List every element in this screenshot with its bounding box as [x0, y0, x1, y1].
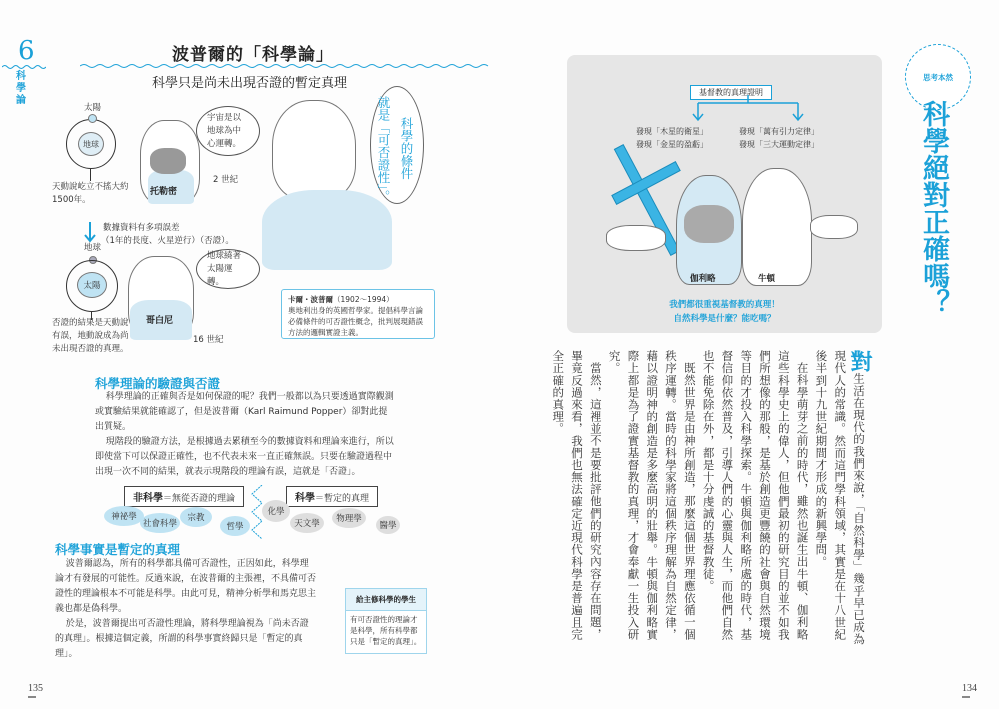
- wave-divider-icon: [80, 63, 490, 69]
- ptolemy-speech-bubble: [196, 106, 260, 156]
- section-heading: 科學事實是暫定的真理: [55, 542, 181, 557]
- popper-speech-line2: 就是「可否證性」。: [376, 96, 391, 203]
- paragraph: [812, 350, 872, 650]
- data-error-note-line2: （1年的長度、火星逆行）（否證）。: [101, 236, 234, 246]
- page-subtitle: 科學只是尚未出現否證的暫定真理: [152, 76, 348, 91]
- paragraph: 現階段的驗證方法，是根據過去累積至今的數據資料和理論來進行，所以即使當下可以保證正確性，也不代表未來一直正確無誤。只要在驗證過程中出現一次不同的結果，就表示現階段的理論有誤，這就是「否證」。: [95, 437, 394, 477]
- page-number-bar: [28, 696, 36, 698]
- ptolemy-era: 2 世紀: [213, 175, 239, 185]
- category-chip: 化學: [262, 500, 290, 522]
- copernicus-era: 16 世紀: [193, 335, 224, 345]
- page-title: 科學絕對正確嗎？: [918, 100, 949, 316]
- sun-label: 太陽: [84, 103, 102, 113]
- category-chip: 神祕學: [104, 506, 144, 526]
- vertical-body-text: [551, 350, 872, 650]
- sun-icon: 太陽: [77, 272, 107, 298]
- note-text: 有可否證性的理論才是科學，所有科學都只是「暫定的真理」。: [350, 615, 422, 646]
- wave-divider-icon: [2, 64, 46, 70]
- copernicus-speech-bubble: [196, 249, 260, 289]
- paragraph: 於是，波普爾提出可否證性理論，將科學理論視為「尚未否證的真理」。根據這個定義，所謂的科學事實終歸只是「暫定的真理」。: [55, 619, 309, 659]
- page-number: 135: [28, 683, 43, 694]
- paragraph-text: 生活在現代的我們來說，「自然科學」幾乎早已成為現代人的常識。然而這門學科領域，其實是在十八世紀後半到十九世紀期間才形成的新興學問。: [814, 350, 866, 646]
- bio-years: （1902～1994）: [333, 295, 394, 304]
- branch-arrows-icon: [680, 95, 840, 125]
- panel-caption: [567, 298, 882, 326]
- tree-root-box: 基督教的真理證明: [690, 85, 772, 100]
- discovery-item: 發現「木星的衛星」: [636, 127, 708, 136]
- science-box: [286, 486, 378, 507]
- section-badge: 思考本然: [905, 44, 971, 110]
- geocentric-caption: 天動說屹立不搖大約1500年。: [52, 182, 129, 205]
- bio-text: 奧地利出身的英國哲學家。提倡科學言論必備條件的可否證性概念，批判展現錯誤方法的邏輯實證主義。: [288, 306, 423, 337]
- galileo-hand: [606, 225, 666, 251]
- popper-speech-line1: 科學的條件: [399, 117, 414, 180]
- paragraph: 科學理論的正確與否是如何保證的呢？我們一般都以為只要透過實際觀測或實驗結果就能確認了，但是波普爾（Karl Raimund Popper）卻對此提出質疑。: [95, 392, 394, 432]
- chapter-label: 科學論: [16, 71, 26, 106]
- paragraph: 既然世界是由神所創造，那麼這個世界理應依循一個秩序運轉。當時的科學家將這個秩序理解為自然定律，藉以證明神的創造是多麼高明的壯舉。牛頓與伽利略實際上都是為了證實基督教的真理，才會奉獻一生投入研究。: [607, 350, 697, 641]
- popper-sweater: [262, 190, 392, 270]
- section1-body: [95, 390, 395, 480]
- page-title: 波普爾的「科學論」: [172, 45, 334, 65]
- chapter-number: 6: [18, 36, 35, 66]
- ptolemy-speech: 宇宙是以地球為中心運轉。: [207, 112, 242, 149]
- paragraph: 在科學萌芽之前的時代，雖然也誕生出牛頓、伽利略這些科學史上的偉人，但他們最初的研究目的並不如我們所想像的那般，是基於創造更豐饒的社會與自然環境等目的才投入科學探索。牛頓與伽利略所處的時代，基督信仰依然普及，引導人們的心靈與人生，而他們自然也不能免除在外，都是十分虔誠的基督教徒。: [701, 350, 810, 641]
- newton-hand: [810, 215, 858, 239]
- data-error-note-line1: 數據資料有多項誤差: [103, 223, 180, 233]
- earth-label: 地球: [84, 243, 102, 253]
- earth-icon: 地球: [78, 132, 104, 156]
- newton-name: 牛頓: [758, 274, 776, 284]
- category-chip: 哲學: [220, 516, 250, 536]
- pointer-line: [90, 169, 91, 181]
- non-science-term: 非科學: [133, 493, 163, 504]
- paragraph: 當然，這裡並不是要批評他們的研究內容存在問題，畢竟反過來看，我們也無法確定近現代科學是普遍且完全正確的真理。: [551, 350, 603, 641]
- section-heading: 科學理論的驗證與否證: [95, 376, 221, 391]
- non-science-definition: ＝無從否證的理論: [163, 494, 236, 504]
- drop-cap: 對: [847, 350, 872, 373]
- popper-head: [272, 100, 356, 200]
- caption-line: 自然科學是什麼？能吃嗎？: [673, 314, 776, 324]
- paragraph: 波普爾認為，所有的科學都具備可否證性，正因如此，科學理論才有發展的可能性。反過來說，在波普爾的主張裡，不具備可否證性的理論根本不可能是科學。由此可見，精神分析學和馬克思主義也都是偽科學。: [55, 559, 317, 614]
- category-chip: 天文學: [290, 513, 324, 533]
- discovery-item: 發現「三大運動定律」: [739, 140, 819, 149]
- copernicus-speech: 地球繞著太陽運轉。: [207, 250, 242, 287]
- popper-bio-box: [281, 289, 435, 339]
- category-chip: 醫學: [376, 516, 400, 534]
- category-chip: 社會科學: [140, 513, 180, 533]
- caption-line: 我們都很重視基督教的真理！: [669, 300, 780, 310]
- left-page-number-block: [28, 683, 43, 698]
- section2-body: [55, 557, 317, 662]
- sun-icon: [88, 114, 97, 123]
- newton-illustration: [742, 168, 812, 286]
- ptolemy-beard: [150, 148, 186, 174]
- newton-discoveries: [739, 125, 819, 151]
- right-page-number-block: [962, 683, 977, 698]
- note-heading: 給主修科學的學生: [346, 589, 426, 611]
- copernicus-name: 哥白尼: [146, 316, 174, 326]
- galileo-name: 伽利略: [690, 274, 716, 284]
- category-chip: 宗教: [180, 507, 212, 527]
- science-definition: ＝暫定的真理: [315, 494, 370, 504]
- non-science-box: [124, 486, 244, 507]
- down-arrow-icon: [84, 222, 96, 244]
- heliocentric-caption: 否證的結果是天動說有誤，地動說成為尚未出現否證的真理。: [52, 318, 129, 354]
- ptolemy-name: 托勒密: [150, 187, 178, 197]
- bio-name: 卡爾・波普爾: [288, 295, 333, 304]
- category-chip: 物理學: [332, 508, 366, 528]
- student-note-box: [345, 588, 427, 654]
- science-term: 科學: [295, 493, 315, 504]
- page-number-bar: [962, 696, 970, 698]
- page-number: 134: [962, 683, 977, 694]
- discovery-item: 發現「金星的盈虧」: [636, 140, 708, 149]
- galileo-beard: [684, 205, 734, 243]
- discovery-item: 發現「萬有引力定律」: [739, 127, 819, 136]
